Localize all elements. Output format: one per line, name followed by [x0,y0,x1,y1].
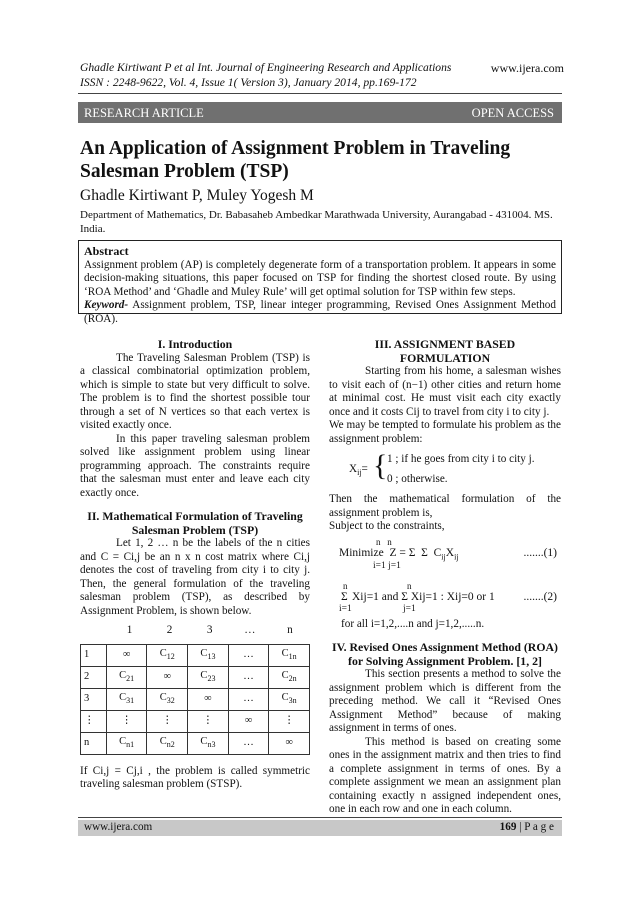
abstract-box [78,240,562,325]
abstract-heading: Abstract [84,244,129,258]
matrix-cell: … [228,732,269,754]
matrix-cell: $C_{32}$ [147,688,188,710]
section-4-title: IV. Revised Ones Assignment Method (ROA) for Solving Assignment Problem. [1, 2] [332,640,558,668]
sum-upper-limits: n n [376,536,392,547]
matrix-cell: ∞ [228,710,269,732]
intro-paragraph-1: The Traveling Salesman Problem (TSP) is a classical combinatorial optimization problem, which is simple to state but very difficult to solve. The problem is to find the shortest possible tour through a set of N vertices so that each vertex is visited exactly once. [80,351,310,431]
roa-paragraph-1: This section presents a method to solve the assignment problem which is different from the preceding method. We call it “Revised Ones Assignment Method” because of making assignment in terms of ones. [329,668,561,734]
header-website: www.ijera.com [490,61,564,75]
constraints-text: Subject to the constraints, [329,520,445,532]
minimize-z: Minimize Z = Σ Σ $C_{ij}X_{ij}$ [339,546,459,561]
constraint-expression: Xij=1 and Σ Xij=1 : Xij=0 or 1 [352,590,495,603]
left-column [80,338,310,792]
matrix-cell: ⋮ [188,710,229,732]
matrix-cell: $C_{2n}$ [269,666,310,688]
keyword-label: Keyword- [84,299,129,312]
page-footer [78,820,562,836]
journal-header: Ghadle Kirtiwant P et al Int. Journal of Engineering Research and Applications [80,61,452,74]
abstract-text: Assignment problem (AP) is completely degenerate form of a transportation problem. It appears in some decision-making situations, this paper focused on TSP for finding the shortest closed route. By using ‘ROA Method’ and ‘Ghadle and Muley Rule’ will get optimal solution for TSP within few steps. [84,258,556,298]
index-range-text: for all i=1,2,....n and j=1,2,.....n. [341,617,485,630]
matrix-cell: ∞ [147,666,188,688]
matrix-cell: $C_{n2}$ [147,732,188,754]
matrix-cell: $C_{12}$ [147,644,188,666]
equation-1-label: .......(1) [523,546,557,559]
matrix-cell: 3 [81,688,107,710]
right-column [329,338,561,817]
matrix-cell: $C_{n1}$ [106,732,147,754]
matrix-cell: $C_{3n}$ [269,688,310,710]
stsp-paragraph: If Ci,j = Cj,i , the problem is called symmetric traveling salesman problem (STSP). [80,764,310,790]
roa-paragraph-2: This method is based on creating some ones in the assignment matrix and then tries to find a complete assignment in terms of ones. By a complete assignment we mean an assignment plan containing exactly n assigned independent ones, one in each row and one in each column. [329,735,561,815]
sum-lower-i: i=1 [339,603,352,614]
matrix-cell: … [228,666,269,688]
page-number-value: 169 [499,821,517,833]
section-2-title: II. Mathematical Formulation of Traveling Salesman Problem (TSP) [87,509,303,537]
sum-upper-n-2: n [407,580,412,591]
intro-paragraph-2: In this paper traveling salesman problem solved like assignment problem using linear programming approach. The constraints require that the salesman must enter and leave each city exactly once. [80,432,310,499]
page-number [500,821,554,833]
section-1-title: I. Introduction [157,337,233,351]
matrix-cell: $C_{1n}$ [269,644,310,666]
constraint-equation [329,580,561,618]
table-row [81,644,310,666]
header-divider [78,93,562,94]
constraint-sigma-icon: Σ [341,590,348,603]
matrix-cell: 2 [81,666,107,688]
matrix-cell: $C_{21}$ [106,666,147,688]
matrix-cell: ⋮ [269,710,310,732]
matrix-cell: ∞ [106,644,147,666]
footer-website: www.ijera.com [84,821,153,833]
matrix-cell: $C_{n3}$ [188,732,229,754]
research-article-label: RESEARCH ARTICLE [84,106,204,120]
table-row [81,666,310,688]
cost-matrix-column-headers [84,624,310,638]
matrix-cell: $C_{31}$ [106,688,147,710]
matrix-cell: $C_{13}$ [188,644,229,666]
matrix-cell: 1 [81,644,107,666]
sum-lower-limits: i=1 j=1 [373,560,401,571]
equation-2-label: .......(2) [523,590,557,603]
matrix-cell: ∞ [188,688,229,710]
footer-divider [78,817,562,818]
section-3-title: III. ASSIGNMENT BASED FORMULATION [374,337,516,365]
formulation-paragraph: Let 1, 2 … n be the labels of the n cities and C = Ci,j be an n x n cost matrix where Ci,j denotes the cost of traveling from city i to city j. Then, the general formulation of the traveling salesman problem (TSP), as described by Assignment Problem, is shown below. [80,537,310,617]
issn-line: ISSN : 2248-9622, Vol. 4, Issue 1( Version 3), January 2014, pp.169-172 [80,76,417,89]
keywords: Assignment problem, TSP, linear integer programming, Revised Ones Assignment Method (ROA). [84,299,556,325]
open-access-label: OPEN ACCESS [471,106,554,120]
matrix-cell: ⋮ [81,710,107,732]
authors: Ghadle Kirtiwant P, Muley Yogesh M [80,187,314,204]
x-definition [329,449,561,493]
mathematical-formulation-text: Then the mathematical formulation of the assignment problem is, [329,493,561,519]
matrix-col-header: 1 [126,624,133,636]
matrix-cell: ⋮ [106,710,147,732]
matrix-cell: … [228,644,269,666]
matrix-col-header: 3 [206,624,213,636]
matrix-cell: n [81,732,107,754]
matrix-col-header: n [287,624,293,636]
matrix-cell: … [228,688,269,710]
matrix-col-header: … [244,624,256,636]
assignment-paragraph-2: We may be tempted to formulate his problem as the assignment problem: [329,419,561,445]
paper-title: An Application of Assignment Problem in Traveling Salesman Problem (TSP) [80,138,511,182]
x-case-zero: 0 ; otherwise. [387,473,448,485]
sum-lower-j: j=1 [403,603,416,614]
matrix-cell: $C_{23}$ [188,666,229,688]
x-case-one: 1 ; if he goes from city i to city j. [387,453,535,465]
objective-equation [329,534,561,574]
affiliation: Department of Mathematics, Dr. Babasaheb Ambedkar Marathwada University, Aurangabad - 431004. MS. India. [80,209,553,235]
table-row [81,710,310,732]
page-suffix: | P a g e [516,821,554,833]
table-row [81,732,310,754]
matrix-cell: ∞ [269,732,310,754]
table-row [81,688,310,710]
x-ij-symbol: $X_{ij}=$ [349,463,368,478]
matrix-cell: ⋮ [147,710,188,732]
matrix-col-header: 2 [166,624,173,636]
left-brace-icon: { [373,449,388,482]
sum-upper-n-1: n [343,580,348,591]
article-type-banner [78,102,562,123]
assignment-paragraph-1: Starting from his home, a salesman wishes to visit each of (n−1) other cities and return home at minimal cost. He must visit each city exactly once and it costs Cij to travel from city i to city j. [329,365,561,418]
cost-matrix [80,644,310,755]
